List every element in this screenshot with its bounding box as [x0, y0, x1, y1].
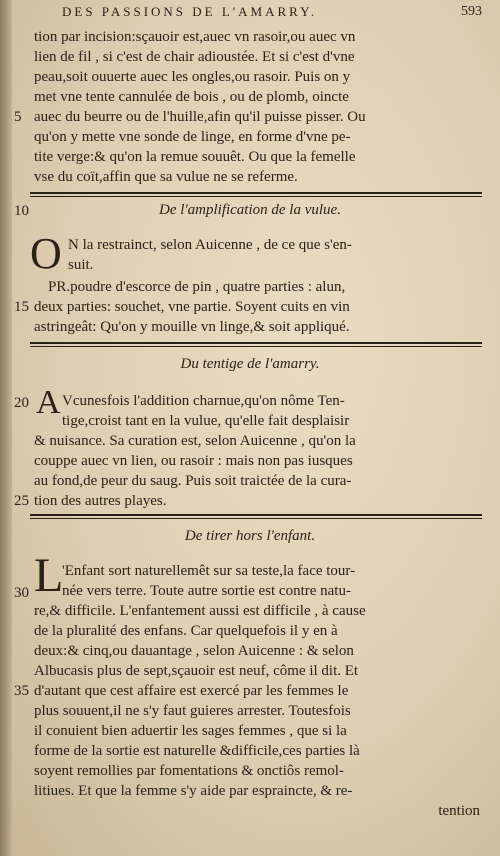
- text-line: tite verge:& qu'on la remue souuêt. Ou que la femelle: [34, 149, 356, 165]
- line-number: 10: [14, 203, 29, 219]
- section-heading: De l'amplification de la vulue.: [159, 202, 341, 218]
- section-rule: [30, 342, 482, 347]
- text-line: re,& difficile. L'enfantement aussi est difficile , à cause: [34, 603, 366, 619]
- text-line: deux:& cinq,ou dauantage , selon Auicenne : & selon: [34, 643, 354, 659]
- section-heading: De tirer hors l'enfant.: [184, 528, 316, 544]
- drop-cap: A: [36, 384, 61, 421]
- text-line: qu'on y mette vne sonde de linge, en forme d'vne pe-: [34, 129, 351, 145]
- text-line: d'autant que cest affaire est exercé par les femmes le: [34, 683, 349, 699]
- text-line: & nuisance. Sa curation est, selon Auicenne , qu'on la: [34, 433, 356, 449]
- text-line: litiues. Et que la femme s'y aide par espraincte, & re-: [34, 783, 353, 799]
- section-rule: [30, 192, 482, 197]
- text-line: vse du coït,affin que sa vulue ne se referme.: [34, 169, 298, 185]
- text-line: soyent remollies par fomentations & onctiôs remol-: [34, 763, 344, 779]
- page-header: [62, 4, 482, 22]
- page-number: 593: [461, 4, 482, 19]
- line-number: 20: [14, 395, 29, 411]
- text-line: lien de fil , si c'est de chair adioustée. Et si c'est d'vne: [34, 49, 355, 65]
- text-line: PR.poudre d'escorce de pin , quatre parties : alun,: [48, 279, 346, 295]
- text-line: 'Enfant sort naturellemêt sur sa teste,la face tour-: [62, 563, 356, 579]
- text-line: de la pluralité des enfans. Car quelquefois il y en à: [34, 623, 338, 639]
- text-line: suit.: [68, 257, 94, 273]
- drop-cap: O: [30, 229, 62, 278]
- line-number: 5: [14, 109, 22, 125]
- running-head: DES PASSIONS DE L'AMARRY.: [62, 4, 318, 19]
- text-line: née vers terre. Toute autre sortie est contre natu-: [62, 583, 351, 599]
- line-number: 30: [14, 585, 29, 601]
- book-gutter: [0, 0, 12, 856]
- text-line: plus souuent,il ne s'y faut guieres arrester. Toutesfois: [34, 703, 351, 719]
- line-number: 25: [14, 493, 29, 509]
- text-line: au fond,de peur du saug. Puis soit traictée de la cura-: [34, 473, 352, 489]
- text-line: met vne tente cannulée de bois , ou de plomb, oincte: [34, 89, 349, 105]
- text-line: forme de la sortie est naturelle &difficile,ces parties là: [34, 743, 360, 759]
- section-heading: Du tentige de l'amarry.: [180, 356, 320, 372]
- text-line: N la restrainct, selon Auicenne , de ce que s'en-: [68, 237, 352, 253]
- text-line: peau,soit ouuerte auec les ongles,ou rasoir. Puis on y: [34, 69, 351, 85]
- text-line: tion des autres playes.: [34, 493, 167, 509]
- catchword: tention: [438, 803, 480, 819]
- text-line: tige,croist tant en la vulue, qu'elle fait desplaisir: [62, 413, 350, 429]
- text-line: il conuient bien aduertir les sages femmes , que si la: [34, 723, 347, 739]
- text-line: auec du beurre ou de l'huille,afin qu'il puisse pisser. Ou: [34, 109, 366, 125]
- text-line: deux parties: souchet, vne partie. Soyent cuits en vin: [34, 299, 350, 315]
- text-line: astringeât: Qu'on y mouille vn linge,& soit appliqué.: [34, 319, 350, 335]
- text-line: Albucasis plus de sept,sçauoir est neuf, côme il dit. Et: [34, 663, 359, 679]
- section-rule: [30, 514, 482, 519]
- line-number: 35: [14, 683, 29, 699]
- text-line: couppe auec vn lien, ou rasoir : mais non pas iusques: [34, 453, 353, 469]
- line-number: 15: [14, 299, 29, 315]
- text-line: tion par incision:sçauoir est,auec vn rasoir,ou auec vn: [34, 29, 356, 45]
- drop-cap: L: [34, 549, 64, 602]
- text-line: Vcunesfois l'addition charnue,qu'on nôme Ten-: [62, 393, 345, 409]
